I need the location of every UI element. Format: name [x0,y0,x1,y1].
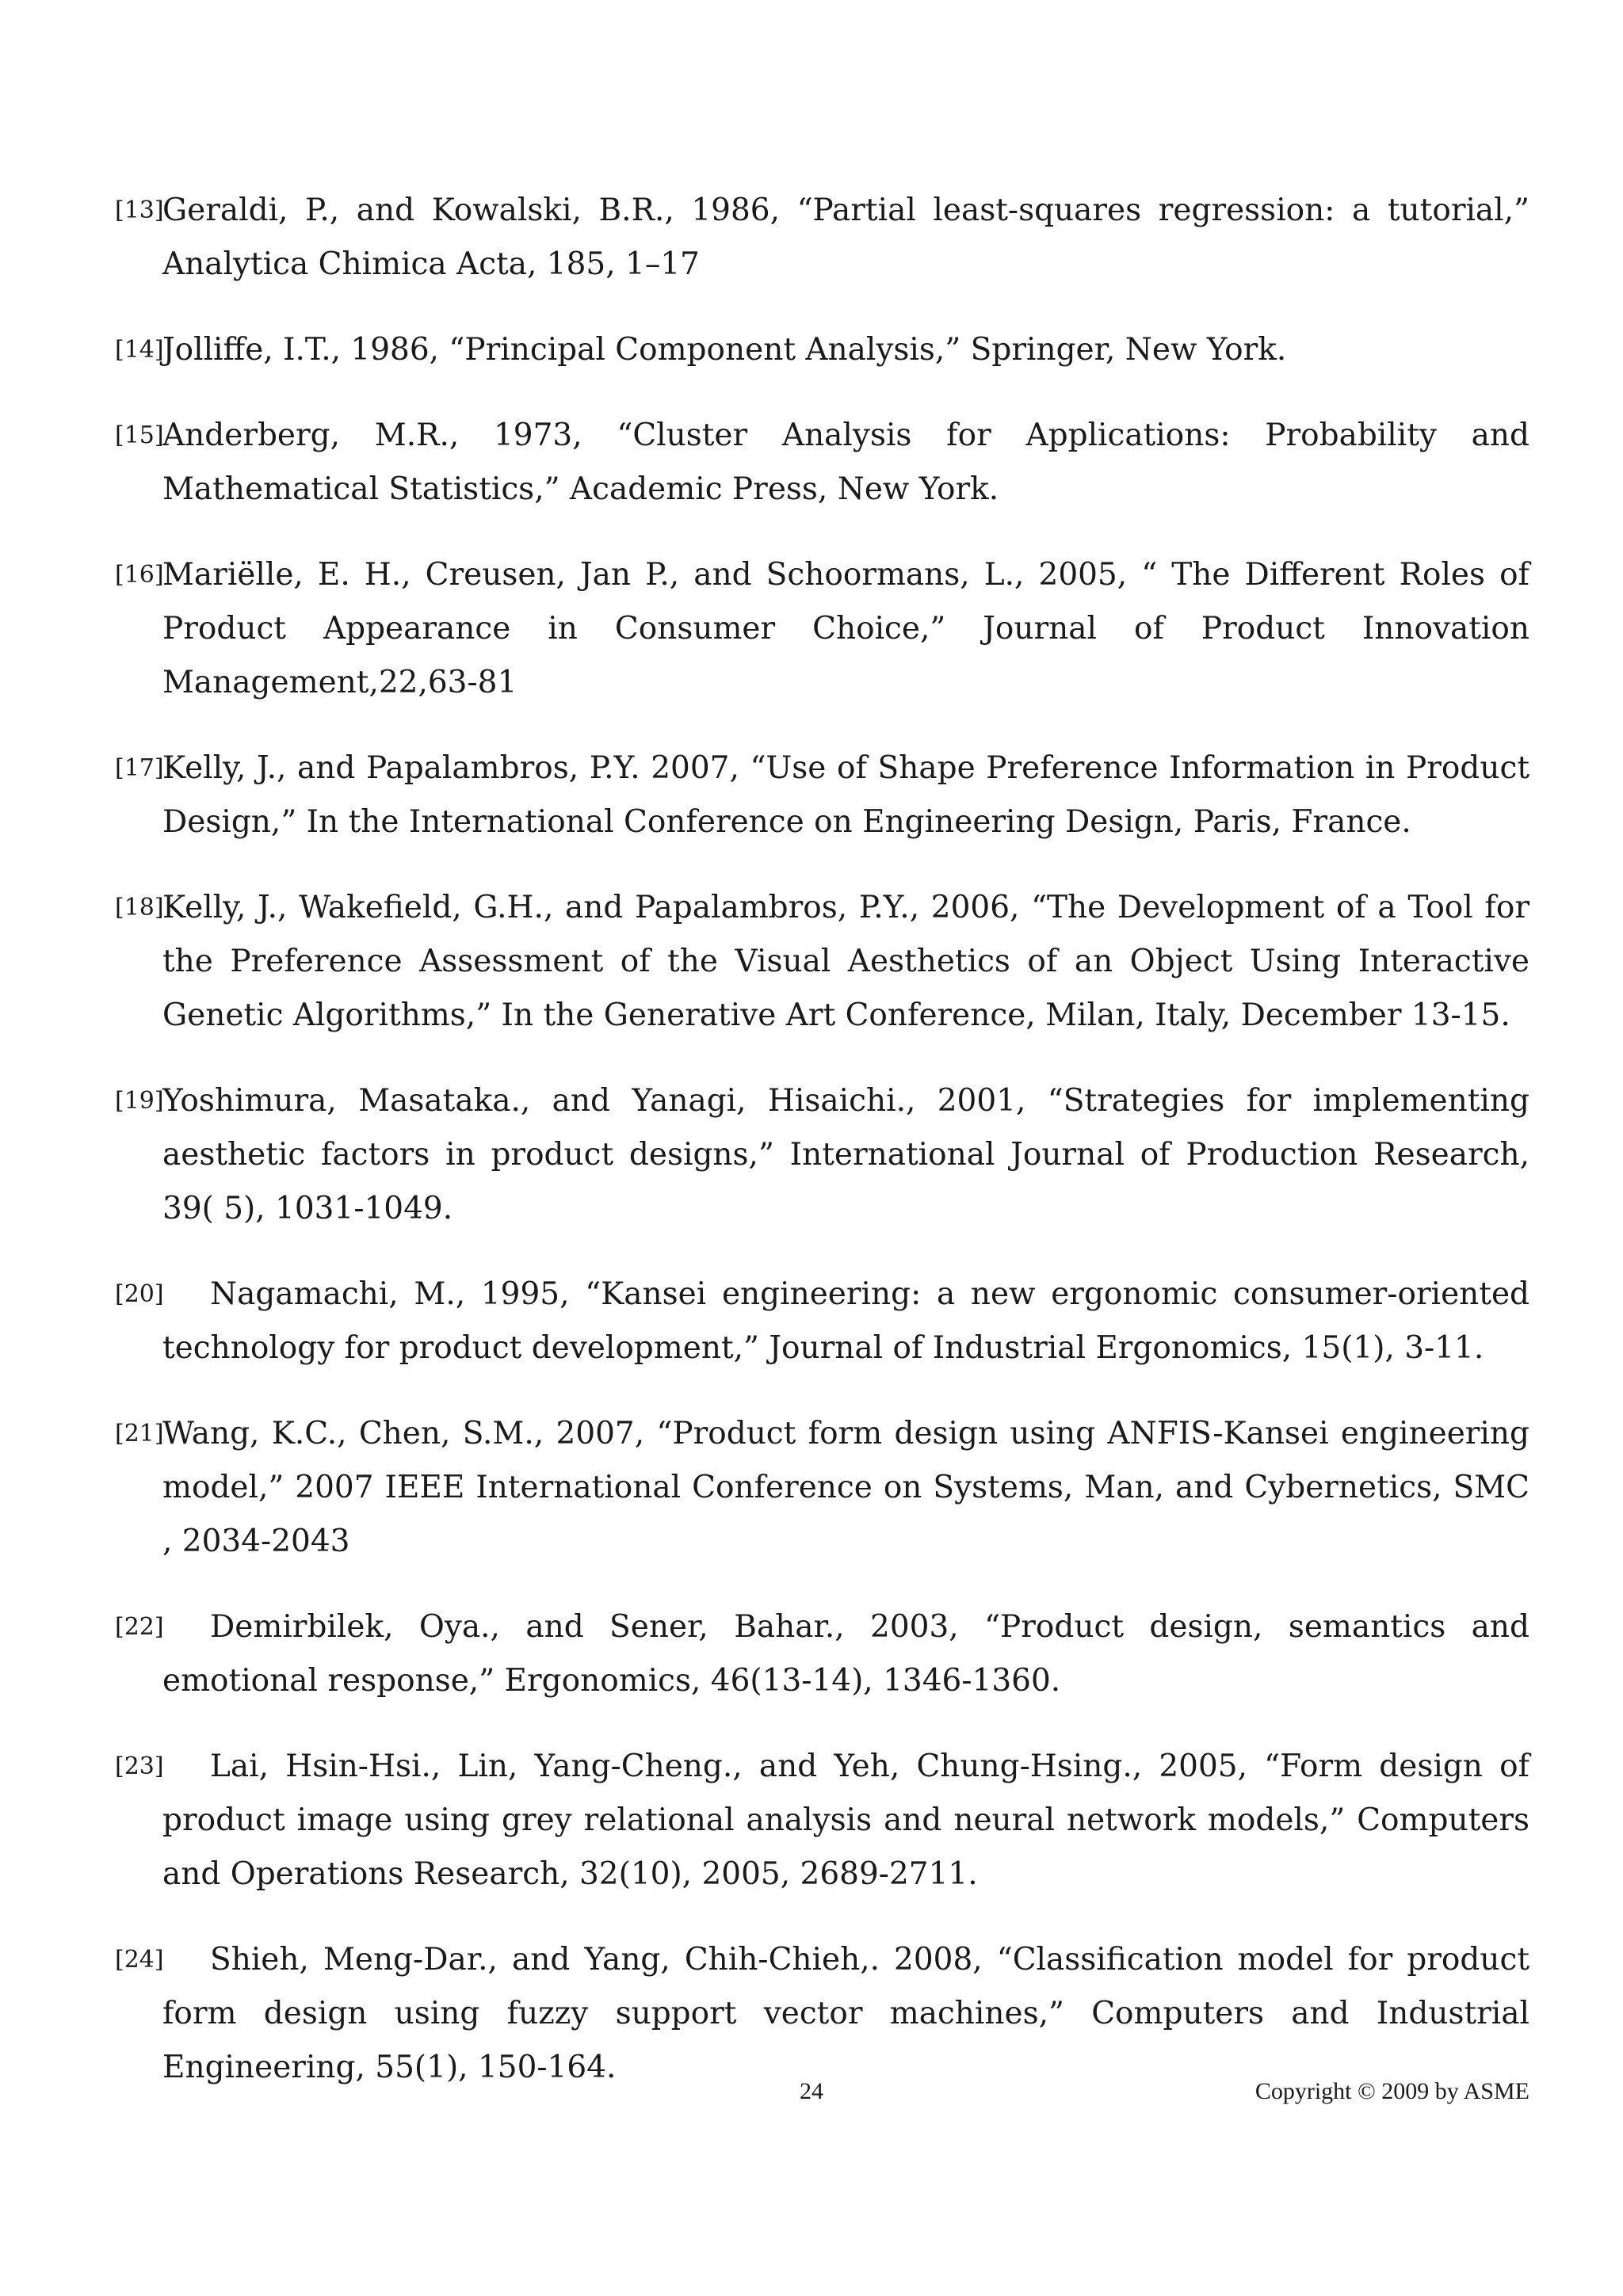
reference-text: Lai, Hsin-Hsi., Lin, Yang-Cheng., and Yeh, Chung-Hsing., 2005, “Form design of product image using grey relational analysis and neural network models,” Computers and Operations Research, 32(10), 2005, 2689-2711. [162,1749,1529,1892]
reference-item [115,548,1529,710]
reference-number: [23] [115,1753,164,1780]
reference-text: Kelly, J., Wakefield, G.H., and Papalambros, P.Y., 2006, “The Development of a Tool for the Preference Assessment of the Visual Aesthetics of an Object Using Interactive Genetic Algorithms,” In the Generative Art Conference, Milan, Italy, December 13-15. [162,890,1529,1033]
reference-number: [14] [115,336,164,364]
reference-item [115,184,1529,292]
reference-text: Jolliffe, I.T., 1986, “Principal Component Analysis,” Springer, New York. [162,332,1287,368]
reference-text: Mariëlle, E. H., Creusen, Jan P., and Schoormans, L., 2005, “ The Different Roles of Product Appearance in Consumer Choice,” Journal of Product Innovation Management,22,63-81 [162,557,1529,700]
reference-item [115,881,1529,1043]
reference-number: [24] [115,1946,164,1974]
reference-item [115,1268,1529,1375]
reference-text: Yoshimura, Masataka., and Yanagi, Hisaichi., 2001, “Strategies for implementing aesthetic factors in product designs,” International Journal of Production Research, 39( 5), 1031-1049. [162,1083,1529,1226]
reference-item [115,1407,1529,1569]
reference-item [115,323,1529,377]
reference-text: Wang, K.C., Chen, S.M., 2007, “Product form design using ANFIS-Kansei engineering model,” 2007 IEEE International Conference on Systems, Man, and Cybernetics, SMC , 2034-2043 [162,1416,1529,1559]
reference-item [115,409,1529,517]
reference-number: [15] [115,421,164,449]
reference-text: Shieh, Meng-Dar., and Yang, Chih-Chieh,. 2008, “Classification model for product form design using fuzzy support vector machines,” Computers and Industrial Engineering, 55(1), 150-164. [162,1942,1529,2085]
reference-text: Anderberg, M.R., 1973, “Cluster Analysis for Applications: Probability and Mathematical Statistics,” Academic Press, New York. [162,418,1529,507]
reference-number: [18] [115,894,164,921]
reference-item [115,1074,1529,1236]
reference-item [115,1600,1529,1708]
reference-number: [13] [115,196,164,224]
reference-number: [22] [115,1613,164,1641]
reference-text: Nagamachi, M., 1995, “Kansei engineering: a new ergonomic consumer-oriented technology for product development,” Journal of Industrial Ergonomics, 15(1), 3-11. [162,1276,1529,1366]
reference-item [115,1933,1529,2095]
copyright-notice: Copyright © 2009 by ASME [1254,2078,1529,2104]
page-number: 24 [800,2078,823,2104]
reference-text: Kelly, J., and Papalambros, P.Y. 2007, “Use of Shape Preference Information in Product Design,” In the International Conference on Engineering Design, Paris, France. [162,750,1529,840]
reference-number: [17] [115,754,164,782]
reference-list [115,184,1529,2126]
reference-text: Demirbilek, Oya., and Sener, Bahar., 2003, “Product design, semantics and emotional response,” Ergonomics, 46(13-14), 1346-1360. [162,1609,1529,1699]
reference-item [115,1740,1529,1901]
reference-number: [19] [115,1087,164,1115]
reference-item [115,742,1529,849]
reference-number: [16] [115,561,164,589]
reference-number: [21] [115,1420,164,1447]
reference-number: [20] [115,1280,164,1308]
reference-text: Geraldi, P., and Kowalski, B.R., 1986, “Partial least-squares regression: a tutorial,” Analytica Chimica Acta, 185, 1–17 [162,193,1529,282]
